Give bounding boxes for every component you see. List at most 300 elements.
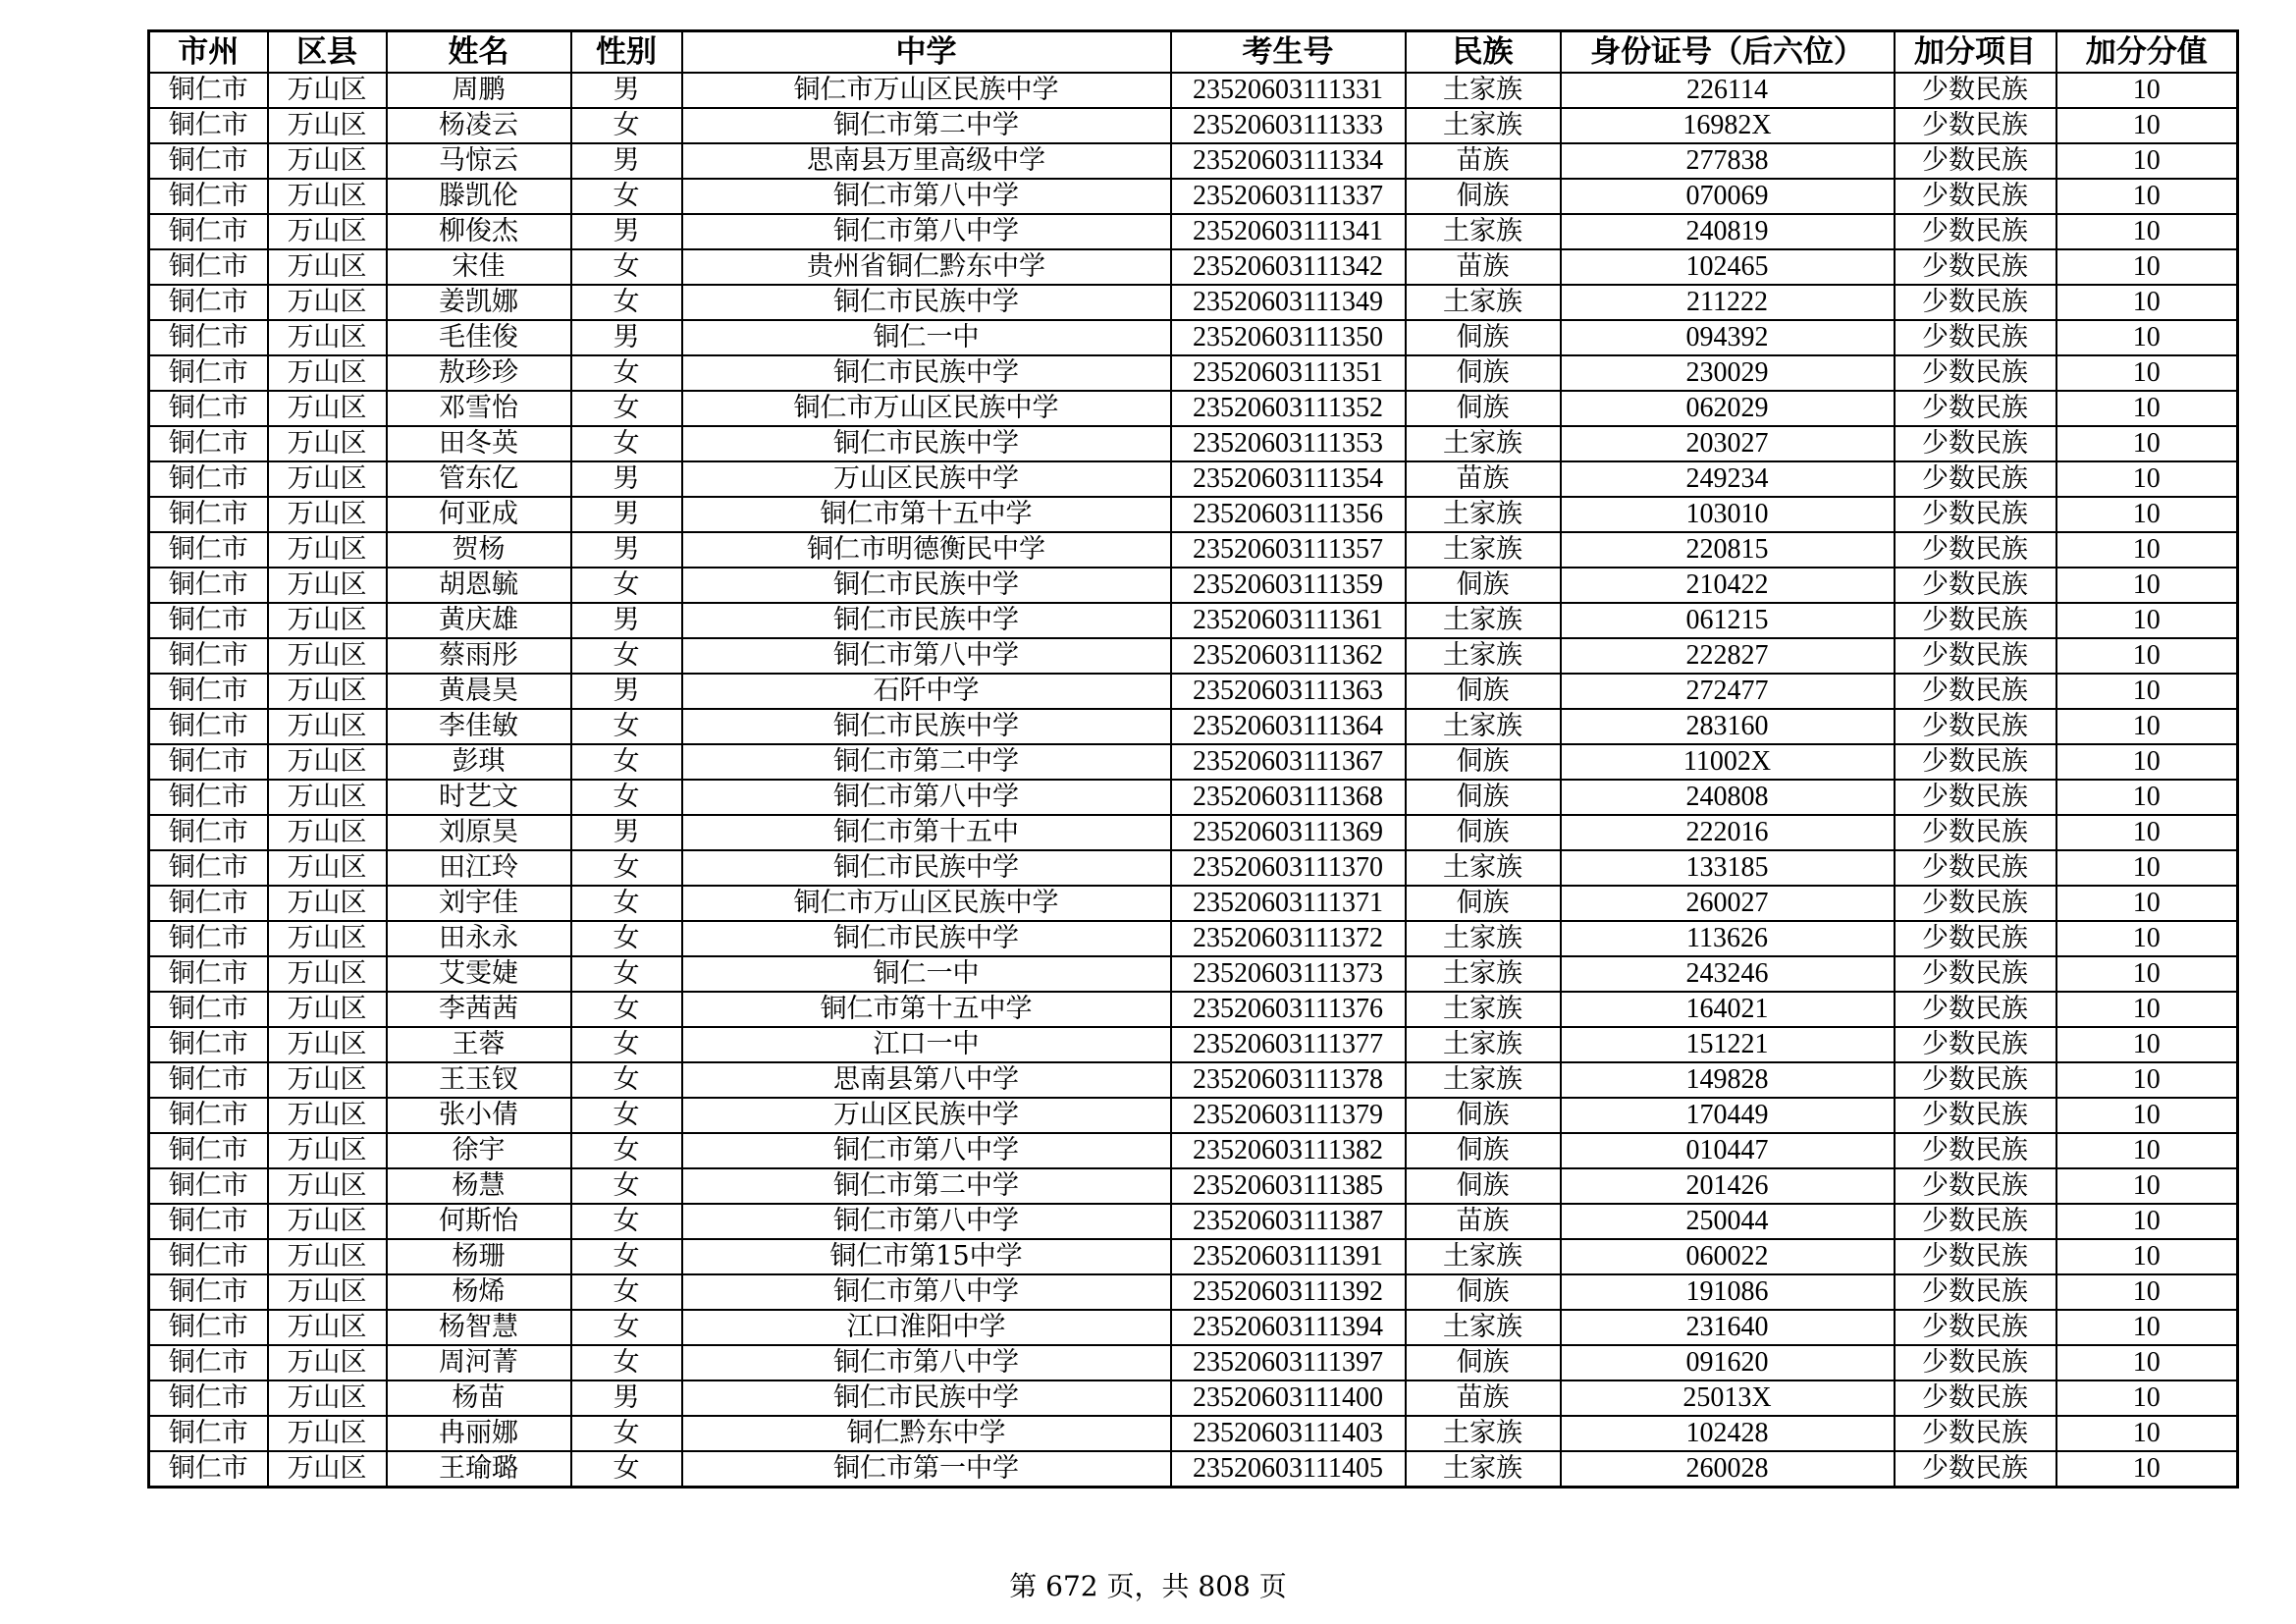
exam-number-cell: 23520603111331 [1171, 73, 1406, 108]
gender-cell: 男 [571, 532, 682, 568]
bonus-item-cell: 少数民族 [1895, 214, 2056, 249]
bonus-value-cell: 10 [2056, 1451, 2238, 1488]
bonus-item-cell: 少数民族 [1895, 921, 2056, 956]
gender-cell: 女 [571, 1027, 682, 1062]
bonus-value-cell: 10 [2056, 886, 2238, 921]
ethnicity-cell: 土家族 [1406, 108, 1561, 143]
bonus-value-cell: 10 [2056, 426, 2238, 461]
ethnicity-cell: 苗族 [1406, 249, 1561, 285]
name-cell: 何亚成 [387, 497, 571, 532]
exam-number-cell: 23520603111379 [1171, 1098, 1406, 1133]
table-row [149, 1027, 2238, 1062]
bonus-value-cell: 10 [2056, 1345, 2238, 1380]
school-cell: 贵州省铜仁黔东中学 [682, 249, 1171, 285]
bonus-item-cell: 少数民族 [1895, 73, 2056, 108]
id-suffix-cell: 211222 [1561, 285, 1895, 320]
bonus-value-cell: 10 [2056, 320, 2238, 355]
city-cell: 铜仁市 [149, 709, 268, 744]
city-cell: 铜仁市 [149, 1133, 268, 1168]
gender-cell: 女 [571, 249, 682, 285]
table-row [149, 815, 2238, 850]
ethnicity-cell: 土家族 [1406, 992, 1561, 1027]
bonus-item-cell: 少数民族 [1895, 461, 2056, 497]
school-cell: 铜仁市民族中学 [682, 426, 1171, 461]
bonus-value-cell: 10 [2056, 143, 2238, 179]
name-cell: 敖珍珍 [387, 355, 571, 391]
gender-cell: 男 [571, 603, 682, 638]
gender-cell: 男 [571, 73, 682, 108]
city-cell: 铜仁市 [149, 1204, 268, 1239]
gender-cell: 女 [571, 780, 682, 815]
ethnicity-cell: 侗族 [1406, 1098, 1561, 1133]
name-cell: 贺杨 [387, 532, 571, 568]
name-cell: 杨珊 [387, 1239, 571, 1274]
id-suffix-cell: 102428 [1561, 1416, 1895, 1451]
bonus-value-cell: 10 [2056, 1133, 2238, 1168]
district-cell: 万山区 [268, 355, 387, 391]
name-cell: 管东亿 [387, 461, 571, 497]
exam-number-cell: 23520603111342 [1171, 249, 1406, 285]
bonus-item-header: 加分项目 [1895, 31, 2056, 74]
bonus-value-cell: 10 [2056, 179, 2238, 214]
gender-cell: 女 [571, 921, 682, 956]
district-cell: 万山区 [268, 108, 387, 143]
city-cell: 铜仁市 [149, 1239, 268, 1274]
school-cell: 铜仁一中 [682, 956, 1171, 992]
page-number: 第 672 页，共 808 页 [1009, 1570, 1287, 1602]
name-cell: 王玉钗 [387, 1062, 571, 1098]
bonus-item-cell: 少数民族 [1895, 568, 2056, 603]
bonus-item-cell: 少数民族 [1895, 815, 2056, 850]
school-cell: 铜仁一中 [682, 320, 1171, 355]
gender-cell: 女 [571, 568, 682, 603]
bonus-item-cell: 少数民族 [1895, 744, 2056, 780]
id-suffix-header: 身份证号（后六位） [1561, 31, 1895, 74]
ethnicity-cell: 土家族 [1406, 285, 1561, 320]
ethnicity-cell: 侗族 [1406, 568, 1561, 603]
name-cell: 滕凯伦 [387, 179, 571, 214]
id-suffix-cell: 164021 [1561, 992, 1895, 1027]
name-cell: 黄庆雄 [387, 603, 571, 638]
table-row [149, 532, 2238, 568]
district-header: 区县 [268, 31, 387, 74]
id-suffix-cell: 062029 [1561, 391, 1895, 426]
id-suffix-cell: 103010 [1561, 497, 1895, 532]
name-cell: 李茜茜 [387, 992, 571, 1027]
table-row [149, 1168, 2238, 1204]
bonus-item-cell: 少数民族 [1895, 285, 2056, 320]
school-cell: 铜仁市民族中学 [682, 850, 1171, 886]
id-suffix-cell: 170449 [1561, 1098, 1895, 1133]
id-suffix-cell: 220815 [1561, 532, 1895, 568]
city-cell: 铜仁市 [149, 285, 268, 320]
city-header: 市州 [149, 31, 268, 74]
gender-cell: 男 [571, 461, 682, 497]
exam-number-cell: 23520603111376 [1171, 992, 1406, 1027]
school-cell: 江口一中 [682, 1027, 1171, 1062]
school-cell: 铜仁市第八中学 [682, 1204, 1171, 1239]
school-cell: 铜仁市民族中学 [682, 921, 1171, 956]
bonus-value-cell: 10 [2056, 285, 2238, 320]
school-cell: 铜仁市第二中学 [682, 744, 1171, 780]
school-cell: 铜仁市第十五中学 [682, 992, 1171, 1027]
table-row [149, 603, 2238, 638]
name-cell: 张小倩 [387, 1098, 571, 1133]
table-row [149, 249, 2238, 285]
exam-number-cell: 23520603111337 [1171, 179, 1406, 214]
id-suffix-cell: 149828 [1561, 1062, 1895, 1098]
school-cell: 石阡中学 [682, 674, 1171, 709]
district-cell: 万山区 [268, 143, 387, 179]
city-cell: 铜仁市 [149, 1345, 268, 1380]
exam-number-cell: 23520603111350 [1171, 320, 1406, 355]
id-suffix-cell: 283160 [1561, 709, 1895, 744]
gender-cell: 女 [571, 1098, 682, 1133]
district-cell: 万山区 [268, 1345, 387, 1380]
district-cell: 万山区 [268, 214, 387, 249]
bonus-item-cell: 少数民族 [1895, 391, 2056, 426]
district-cell: 万山区 [268, 249, 387, 285]
city-cell: 铜仁市 [149, 320, 268, 355]
bonus-value-cell: 10 [2056, 1310, 2238, 1345]
table-row [149, 1133, 2238, 1168]
bonus-value-cell: 10 [2056, 956, 2238, 992]
school-cell: 铜仁市民族中学 [682, 285, 1171, 320]
table-row [149, 497, 2238, 532]
school-cell: 万山区民族中学 [682, 1098, 1171, 1133]
city-cell: 铜仁市 [149, 638, 268, 674]
table-row [149, 744, 2238, 780]
name-cell: 蔡雨彤 [387, 638, 571, 674]
district-cell: 万山区 [268, 285, 387, 320]
bonus-value-cell: 10 [2056, 108, 2238, 143]
table-row [149, 73, 2238, 108]
name-cell: 李佳敏 [387, 709, 571, 744]
table-row [149, 1062, 2238, 1098]
ethnicity-cell: 侗族 [1406, 674, 1561, 709]
score-bonus-table-container [147, 29, 2236, 1489]
district-cell: 万山区 [268, 1204, 387, 1239]
district-cell: 万山区 [268, 73, 387, 108]
id-suffix-cell: 201426 [1561, 1168, 1895, 1204]
gender-cell: 男 [571, 497, 682, 532]
district-cell: 万山区 [268, 674, 387, 709]
gender-cell: 女 [571, 355, 682, 391]
name-cell: 柳俊杰 [387, 214, 571, 249]
table-row [149, 850, 2238, 886]
exam-number-cell: 23520603111334 [1171, 143, 1406, 179]
district-cell: 万山区 [268, 603, 387, 638]
name-cell: 黄晨昊 [387, 674, 571, 709]
ethnicity-cell: 侗族 [1406, 355, 1561, 391]
city-cell: 铜仁市 [149, 956, 268, 992]
gender-header: 性别 [571, 31, 682, 74]
bonus-item-cell: 少数民族 [1895, 179, 2056, 214]
gender-cell: 女 [571, 1168, 682, 1204]
district-cell: 万山区 [268, 1062, 387, 1098]
gender-cell: 女 [571, 886, 682, 921]
city-cell: 铜仁市 [149, 426, 268, 461]
district-cell: 万山区 [268, 497, 387, 532]
exam-number-cell: 23520603111369 [1171, 815, 1406, 850]
gender-cell: 男 [571, 1380, 682, 1416]
city-cell: 铜仁市 [149, 143, 268, 179]
gender-cell: 女 [571, 1416, 682, 1451]
gender-cell: 女 [571, 1345, 682, 1380]
table-row [149, 780, 2238, 815]
district-cell: 万山区 [268, 320, 387, 355]
table-row [149, 1274, 2238, 1310]
district-cell: 万山区 [268, 1168, 387, 1204]
bonus-item-cell: 少数民族 [1895, 1451, 2056, 1488]
table-row [149, 638, 2238, 674]
bonus-value-cell: 10 [2056, 1380, 2238, 1416]
city-cell: 铜仁市 [149, 1380, 268, 1416]
district-cell: 万山区 [268, 744, 387, 780]
ethnicity-cell: 土家族 [1406, 921, 1561, 956]
ethnicity-cell: 侗族 [1406, 391, 1561, 426]
bonus-item-cell: 少数民族 [1895, 956, 2056, 992]
ethnicity-cell: 侗族 [1406, 780, 1561, 815]
district-cell: 万山区 [268, 179, 387, 214]
city-cell: 铜仁市 [149, 1168, 268, 1204]
city-cell: 铜仁市 [149, 744, 268, 780]
bonus-item-cell: 少数民族 [1895, 1098, 2056, 1133]
school-cell: 铜仁市第二中学 [682, 1168, 1171, 1204]
bonus-item-cell: 少数民族 [1895, 1027, 2056, 1062]
district-cell: 万山区 [268, 1098, 387, 1133]
id-suffix-cell: 25013X [1561, 1380, 1895, 1416]
bonus-item-cell: 少数民族 [1895, 426, 2056, 461]
id-suffix-cell: 11002X [1561, 744, 1895, 780]
exam-number-cell: 23520603111362 [1171, 638, 1406, 674]
gender-cell: 女 [571, 638, 682, 674]
bonus-item-cell: 少数民族 [1895, 709, 2056, 744]
name-cell: 周河菁 [387, 1345, 571, 1380]
id-suffix-cell: 203027 [1561, 426, 1895, 461]
exam-number-cell: 23520603111370 [1171, 850, 1406, 886]
school-cell: 铜仁市明德衡民中学 [682, 532, 1171, 568]
name-cell: 田永永 [387, 921, 571, 956]
gender-cell: 女 [571, 1274, 682, 1310]
bonus-value-cell: 10 [2056, 532, 2238, 568]
bonus-value-cell: 10 [2056, 73, 2238, 108]
district-cell: 万山区 [268, 532, 387, 568]
school-cell: 铜仁市民族中学 [682, 355, 1171, 391]
school-cell: 铜仁市第二中学 [682, 108, 1171, 143]
district-cell: 万山区 [268, 815, 387, 850]
district-cell: 万山区 [268, 886, 387, 921]
id-suffix-cell: 091620 [1561, 1345, 1895, 1380]
bonus-value-cell: 10 [2056, 355, 2238, 391]
id-suffix-cell: 113626 [1561, 921, 1895, 956]
ethnicity-cell: 土家族 [1406, 956, 1561, 992]
school-cell: 铜仁市第十五中学 [682, 497, 1171, 532]
name-cell: 刘原昊 [387, 815, 571, 850]
table-row [149, 1416, 2238, 1451]
district-cell: 万山区 [268, 1310, 387, 1345]
district-cell: 万山区 [268, 1416, 387, 1451]
id-suffix-cell: 16982X [1561, 108, 1895, 143]
id-suffix-cell: 070069 [1561, 179, 1895, 214]
id-suffix-cell: 231640 [1561, 1310, 1895, 1345]
city-cell: 铜仁市 [149, 1451, 268, 1488]
exam-number-cell: 23520603111394 [1171, 1310, 1406, 1345]
name-cell: 周鹏 [387, 73, 571, 108]
city-cell: 铜仁市 [149, 886, 268, 921]
name-cell: 杨智慧 [387, 1310, 571, 1345]
city-cell: 铜仁市 [149, 532, 268, 568]
bonus-value-cell: 10 [2056, 461, 2238, 497]
exam-number-cell: 23520603111352 [1171, 391, 1406, 426]
bonus-value-cell: 10 [2056, 638, 2238, 674]
gender-cell: 女 [571, 179, 682, 214]
city-cell: 铜仁市 [149, 850, 268, 886]
bonus-item-cell: 少数民族 [1895, 1062, 2056, 1098]
bonus-item-cell: 少数民族 [1895, 1133, 2056, 1168]
exam-number-cell: 23520603111382 [1171, 1133, 1406, 1168]
bonus-item-cell: 少数民族 [1895, 1239, 2056, 1274]
school-cell: 铜仁市民族中学 [682, 1380, 1171, 1416]
bonus-item-cell: 少数民族 [1895, 1310, 2056, 1345]
bonus-value-cell: 10 [2056, 1098, 2238, 1133]
table-row [149, 285, 2238, 320]
city-cell: 铜仁市 [149, 674, 268, 709]
ethnicity-cell: 侗族 [1406, 1274, 1561, 1310]
gender-cell: 女 [571, 744, 682, 780]
city-cell: 铜仁市 [149, 179, 268, 214]
ethnicity-cell: 土家族 [1406, 426, 1561, 461]
exam-number-cell: 23520603111364 [1171, 709, 1406, 744]
district-cell: 万山区 [268, 568, 387, 603]
school-cell: 铜仁市第八中学 [682, 1274, 1171, 1310]
bonus-item-cell: 少数民族 [1895, 1380, 2056, 1416]
name-cell: 毛佳俊 [387, 320, 571, 355]
exam-number-cell: 23520603111378 [1171, 1062, 1406, 1098]
city-cell: 铜仁市 [149, 108, 268, 143]
id-suffix-cell: 260028 [1561, 1451, 1895, 1488]
exam-number-cell: 23520603111403 [1171, 1416, 1406, 1451]
name-cell: 艾雯婕 [387, 956, 571, 992]
school-cell: 铜仁市民族中学 [682, 568, 1171, 603]
id-suffix-cell: 240819 [1561, 214, 1895, 249]
bonus-item-cell: 少数民族 [1895, 1345, 2056, 1380]
exam-number-cell: 23520603111368 [1171, 780, 1406, 815]
school-cell: 铜仁市第八中学 [682, 1133, 1171, 1168]
bonus-item-cell: 少数民族 [1895, 497, 2056, 532]
bonus-value-cell: 10 [2056, 568, 2238, 603]
id-suffix-cell: 191086 [1561, 1274, 1895, 1310]
school-cell: 铜仁市第十五中 [682, 815, 1171, 850]
bonus-item-cell: 少数民族 [1895, 108, 2056, 143]
school-cell: 铜仁黔东中学 [682, 1416, 1171, 1451]
table-row [149, 1380, 2238, 1416]
ethnicity-cell: 苗族 [1406, 1204, 1561, 1239]
school-cell: 铜仁市民族中学 [682, 603, 1171, 638]
school-cell: 铜仁市第八中学 [682, 780, 1171, 815]
name-cell: 时艺文 [387, 780, 571, 815]
school-cell: 铜仁市第15中学 [682, 1239, 1171, 1274]
name-cell: 何斯怡 [387, 1204, 571, 1239]
table-row [149, 320, 2238, 355]
table-row [149, 886, 2238, 921]
gender-cell: 女 [571, 992, 682, 1027]
id-suffix-cell: 094392 [1561, 320, 1895, 355]
city-cell: 铜仁市 [149, 921, 268, 956]
id-suffix-cell: 249234 [1561, 461, 1895, 497]
name-cell: 彭琪 [387, 744, 571, 780]
id-suffix-cell: 272477 [1561, 674, 1895, 709]
exam-number-cell: 23520603111333 [1171, 108, 1406, 143]
bonus-item-cell: 少数民族 [1895, 532, 2056, 568]
district-cell: 万山区 [268, 461, 387, 497]
gender-cell: 女 [571, 1204, 682, 1239]
ethnicity-cell: 侗族 [1406, 1345, 1561, 1380]
district-cell: 万山区 [268, 1133, 387, 1168]
school-cell: 江口淮阳中学 [682, 1310, 1171, 1345]
exam-number-cell: 23520603111359 [1171, 568, 1406, 603]
ethnicity-cell: 土家族 [1406, 1239, 1561, 1274]
gender-cell: 女 [571, 1239, 682, 1274]
table-row [149, 1239, 2238, 1274]
exam-number-cell: 23520603111356 [1171, 497, 1406, 532]
name-cell: 杨慧 [387, 1168, 571, 1204]
table-row [149, 674, 2238, 709]
name-cell: 王瑜璐 [387, 1451, 571, 1488]
bonus-item-cell: 少数民族 [1895, 1274, 2056, 1310]
exam-number-cell: 23520603111387 [1171, 1204, 1406, 1239]
ethnicity-cell: 土家族 [1406, 709, 1561, 744]
id-suffix-cell: 260027 [1561, 886, 1895, 921]
name-cell: 邓雪怡 [387, 391, 571, 426]
id-suffix-cell: 102465 [1561, 249, 1895, 285]
school-cell: 铜仁市民族中学 [682, 709, 1171, 744]
exam-number-cell: 23520603111400 [1171, 1380, 1406, 1416]
city-cell: 铜仁市 [149, 815, 268, 850]
bonus-value-cell: 10 [2056, 603, 2238, 638]
bonus-value-cell: 10 [2056, 992, 2238, 1027]
ethnicity-cell: 土家族 [1406, 1416, 1561, 1451]
exam-number-cell: 23520603111405 [1171, 1451, 1406, 1488]
city-cell: 铜仁市 [149, 391, 268, 426]
bonus-item-cell: 少数民族 [1895, 992, 2056, 1027]
school-cell: 铜仁市第八中学 [682, 179, 1171, 214]
bonus-item-cell: 少数民族 [1895, 1204, 2056, 1239]
name-cell: 宋佳 [387, 249, 571, 285]
school-cell: 铜仁市第八中学 [682, 1345, 1171, 1380]
name-cell: 冉丽娜 [387, 1416, 571, 1451]
exam-number-cell: 23520603111357 [1171, 532, 1406, 568]
bonus-value-header: 加分分值 [2056, 31, 2238, 74]
table-row [149, 1204, 2238, 1239]
school-cell: 思南县万里高级中学 [682, 143, 1171, 179]
district-cell: 万山区 [268, 956, 387, 992]
school-cell: 铜仁市万山区民族中学 [682, 886, 1171, 921]
ethnicity-cell: 侗族 [1406, 744, 1561, 780]
ethnicity-cell: 苗族 [1406, 1380, 1561, 1416]
bonus-value-cell: 10 [2056, 1239, 2238, 1274]
bonus-item-cell: 少数民族 [1895, 320, 2056, 355]
id-suffix-cell: 010447 [1561, 1133, 1895, 1168]
id-suffix-cell: 240808 [1561, 780, 1895, 815]
table-body [149, 73, 2238, 1488]
name-cell: 杨烯 [387, 1274, 571, 1310]
bonus-value-cell: 10 [2056, 1274, 2238, 1310]
ethnicity-cell: 土家族 [1406, 532, 1561, 568]
table-row [149, 391, 2238, 426]
name-cell: 田江玲 [387, 850, 571, 886]
city-cell: 铜仁市 [149, 992, 268, 1027]
